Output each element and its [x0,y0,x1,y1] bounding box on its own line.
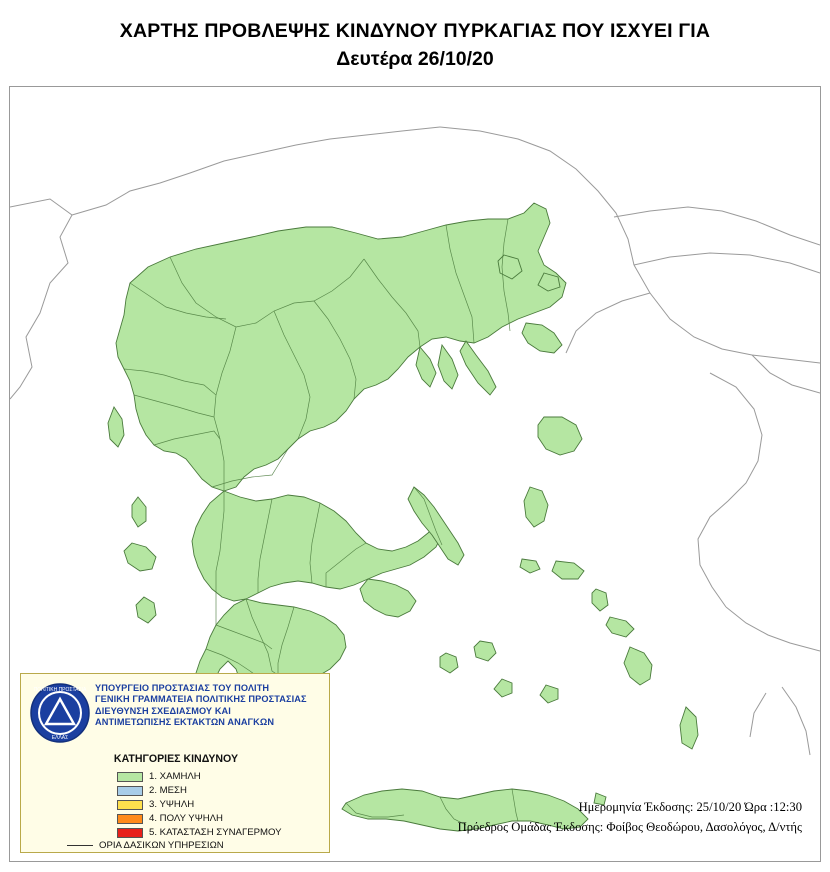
chairperson-line: Πρόεδρος Ομάδας Έκδοσης: Φοίβος Θεοδώρου, Δασολόγος, Δ/ντής [457,820,802,834]
legend-item-1 [117,770,282,783]
issue-date-line: Ημερομηνία Έκδοσης: 25/10/20 Ώρα :12:30 [578,800,802,814]
legend-swatch-alert [117,828,143,838]
legend-label-boundaries: ΟΡΙΑ ΔΑΣΙΚΩΝ ΥΠΗΡΕΣΙΩΝ [99,840,224,851]
legend-label-alert: 5. ΚΑΤΑΣΤΑΣΗ ΣΥΝΑΓΕΡΜΟΥ [149,827,282,838]
ministry-line-4: ΑΝΤΙΜΕΤΩΠΙΣΗΣ ΕΚΤΑΚΤΩΝ ΑΝΑΓΚΩΝ [95,717,275,728]
legend-label-medium: 2. ΜΕΣΗ [149,785,187,796]
legend-item-3 [117,798,282,811]
legend-swatch-high [117,800,143,810]
title-line-1: ΧΑΡΤΗΣ ΠΡΟΒΛΕΨΗΣ ΚΙΝΔΥΝΟΥ ΠΥΡΚΑΓΙΑΣ ΠΟΥ ΙΣΧΥΕΙ ΓΙΑ [119,20,711,42]
ministry-line-1: ΥΠΟΥΡΓΕΙΟ ΠΡΟΣΤΑΣΙΑΣ ΤΟΥ ΠΟΛΙΤΗ [95,683,270,693]
legend-item-4 [117,812,282,825]
legend-title: ΚΑΤΗΓΟΡΙΕΣ ΚΙΝΔΥΝΟΥ [113,753,239,765]
svg-text:ΕΛΛΑΣ: ΕΛΛΑΣ [51,735,69,741]
svg-text:ΠΟΛΙΤΙΚΗ ΠΡΟΣΤΑΣΙΑ: ΠΟΛΙΤΙΚΗ ΠΡΟΣΤΑΣΙΑ [33,687,87,693]
legend-swatch-medium [117,786,143,796]
legend-item-5 [117,826,282,839]
legend-boundaries-row [67,840,224,851]
legend-panel [20,673,330,853]
legend-category-list [117,770,282,840]
ministry-line-2: ΓΕΝΙΚΗ ΓΡΑΜΜΑΤΕΙΑ ΠΟΛΙΤΙΚΗΣ ΠΡΟΣΤΑΣΙΑΣ [95,694,307,705]
legend-label-very-high: 4. ΠΟΛΥ ΥΨΗΛΗ [149,813,223,824]
page-title [0,18,830,72]
legend-swatch-low [117,772,143,782]
legend-label-high: 3. ΥΨΗΛΗ [149,799,195,810]
ministry-titles [95,683,323,729]
legend-item-2 [117,784,282,797]
title-line-2: Δευτέρα 26/10/20 [336,48,494,70]
map-canvas[interactable] [9,86,821,862]
legend-label-low: 1. ΧΑΜΗΛΗ [149,771,201,782]
issuance-credits [458,797,802,837]
boundary-line-icon [67,845,93,846]
ministry-line-3: ΔΙΕΥΘΥΝΣΗ ΣΧΕΔΙΑΣΜΟΥ ΚΑΙ [95,705,231,716]
civil-protection-emblem-icon [29,682,91,744]
legend-swatch-very-high [117,814,143,824]
